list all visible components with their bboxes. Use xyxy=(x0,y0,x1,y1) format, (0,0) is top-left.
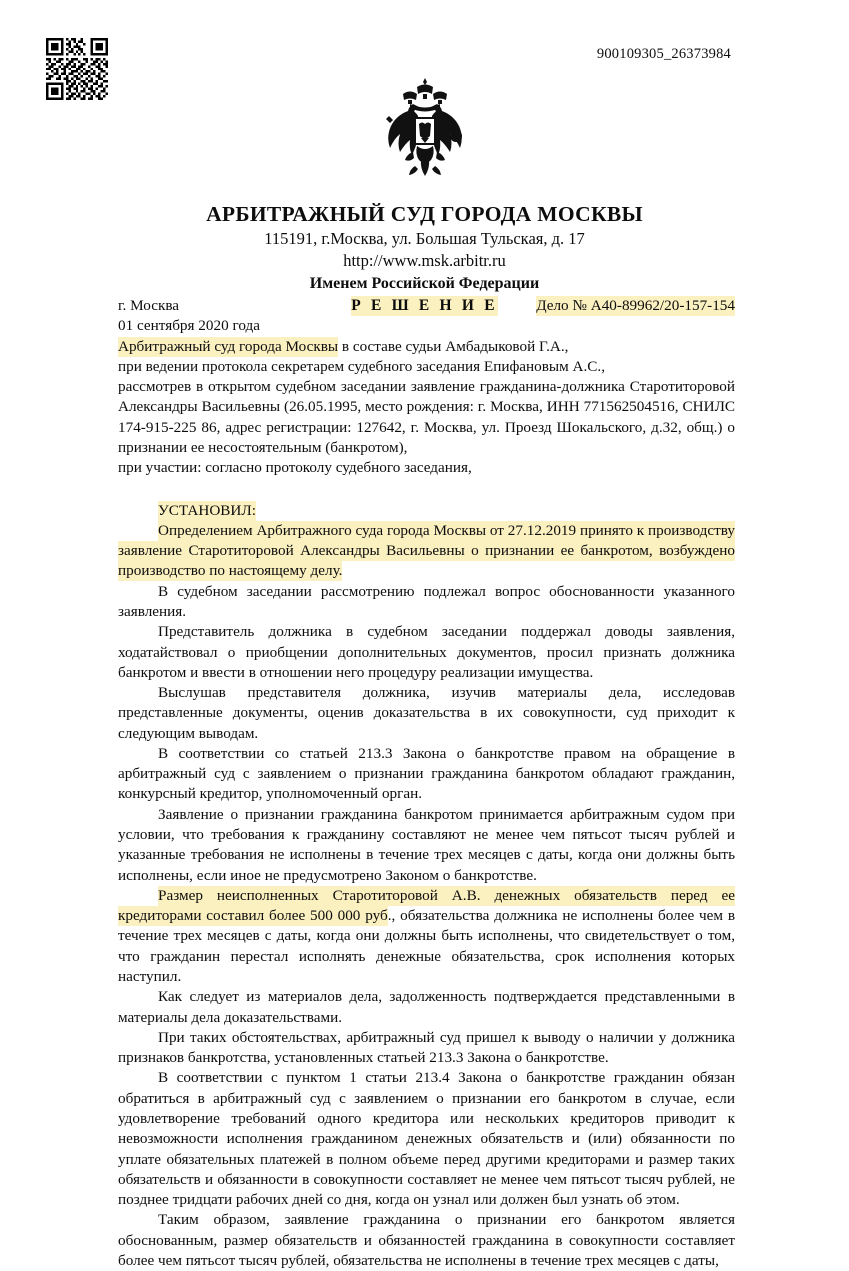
decision-date: 01 сентября 2020 года xyxy=(118,317,260,335)
paragraph-evidence-review: Выслушав представителя должника, изучив материалы дела, исследовав представленные документы, оценив доказательства в их совокупности, суд приходит к следующим выводам. xyxy=(118,684,735,742)
paragraph-debt-amount xyxy=(118,886,735,987)
participants-line: при участии: согласно протоколу судебного заседания, xyxy=(118,459,472,477)
paragraph-conclusion-signs: При таких обстоятельствах, арбитражный суд пришел к выводу о наличии у должника признаков банкротства, установленных статьей 213.3 Закона о банкротстве. xyxy=(118,1028,735,1067)
paragraph-representative: Представитель должника в судебном заседании поддержал доводы заявления, ходатайствовал о приобщении дополнительных документов, просил признать должника банкротом и ввести в отношении него процедуру реализации имущества. xyxy=(118,623,735,681)
court-address: 115191, г.Москва, ул. Большая Тульская, д. 17 xyxy=(264,229,585,249)
paragraph-conditions: Заявление о признании гражданина банкротом принимается арбитражным судом при условии, что требования к гражданину составляют не менее чем пятьсот тысяч рублей и указанные требования не исполнены в течение трех месяцев с даты, когда они должны быть исполнены, если иное не предусмотрено Законом о банкротстве. xyxy=(118,805,735,884)
coat-of-arms-emblem xyxy=(0,74,849,187)
case-number-text: Дело № А40-89962/20-157-154 xyxy=(536,297,735,314)
decision-title-text: Р Е Ш Е Н И Е xyxy=(351,297,498,315)
paragraph-acceptance xyxy=(118,521,735,582)
section-ustanovil xyxy=(118,501,735,521)
city-and-case-row xyxy=(118,296,735,316)
court-composition-line xyxy=(118,337,735,357)
document-body xyxy=(118,296,735,1271)
subject-line: рассмотрев в открытом судебном заседании заявление гражданина-должника Старотиторовой Александры Васильевны (26.05.1995, место рождения: г. Москва, ИНН 771562504516, СНИЛС 174-915-225 86, адрес регистрации: 127642, г. Москва, ул. Проезд Шокальского, д.32, общ.) о признании ее несостоятельным (банкротом), xyxy=(118,378,735,456)
in-name-of-federation: Именем Российской Федерации xyxy=(309,274,540,292)
paragraph-hearing-subject: В судебном заседании рассмотрению подлежал вопрос обоснованности указанного заявления. xyxy=(118,582,735,620)
secretary-line: при ведении протокола секретарем судебного заседания Епифановым А.С., xyxy=(118,357,606,375)
paragraph-debt-amount-highlight: Размер неисполненных Старотиторовой А.В. денежных обязательств перед ее кредиторами составил более 500 000 руб xyxy=(118,886,735,925)
paragraph-thus: Таким образом, заявление гражданина о признании его банкротом является обоснованным, размер обязательств и обязанностей гражданина в совокупности составляет более чем пятьсот тысяч рублей, обязательства не исполнены в течение трех месяцев с даты, xyxy=(118,1211,735,1269)
paragraph-materials-confirm: Как следует из материалов дела, задолженность подтверждается представленными в материалы дела доказательствами. xyxy=(118,988,735,1026)
city-label: г. Москва xyxy=(118,297,180,314)
court-website: http://www.msk.arbitr.ru xyxy=(343,251,506,271)
paragraph-article-213-3: В соответствии со статьей 213.3 Закона о банкротстве правом на обращение в арбитражный суд с заявлением о признании гражданина банкротом обладают гражданин, конкурсный кредитор, уполномоченный орган. xyxy=(118,744,735,803)
court-composition-highlight: Арбитражный суд города Москвы xyxy=(118,337,339,355)
case-number xyxy=(536,296,735,316)
paragraph-debt-amount-rest: ., обязательства должника не исполнены более чем в течение трех месяцев с даты, когда они должны быть исполнены, что свидетельствует о том, что гражданин перестал исполнять денежные обязательства, срок исполнения которых наступил. xyxy=(118,907,736,985)
court-name: АРБИТРАЖНЫЙ СУД ГОРОДА МОСКВЫ xyxy=(206,202,643,226)
paragraph-article-213-4: В соответствии с пунктом 1 статьи 213.4 Закона о банкротстве гражданин обязан обратиться в арбитражный суд с заявлением о признании его банкротом в случае, если удовлетворение требований одного кредитора или нескольких кредиторов приводит к невозможности исполнения гражданином денежных обязательств и (или) обязанности по уплате обязательных платежей в полном объеме перед другими кредиторами и размер таких обязательств и обязанности в совокупности составляет не менее чем пятьсот тысяч рублей, не позднее тридцати рабочих дней со дня, когда он узнал или должен был узнать об этом. xyxy=(118,1069,735,1209)
document-id: 900109305_26373984 xyxy=(596,46,731,62)
court-composition-rest: в составе судьи Амбадыковой Г.А., xyxy=(338,337,569,355)
section-ustanovil-text: УСТАНОВИЛ: xyxy=(158,501,256,519)
paragraph-acceptance-text: Определением Арбитражного суда города Москвы от 27.12.2019 принято к производству заявление Старотиторовой Александры Васильевны о признании ее банкротом, возбуждено производство по настоящему делу. xyxy=(118,521,735,580)
